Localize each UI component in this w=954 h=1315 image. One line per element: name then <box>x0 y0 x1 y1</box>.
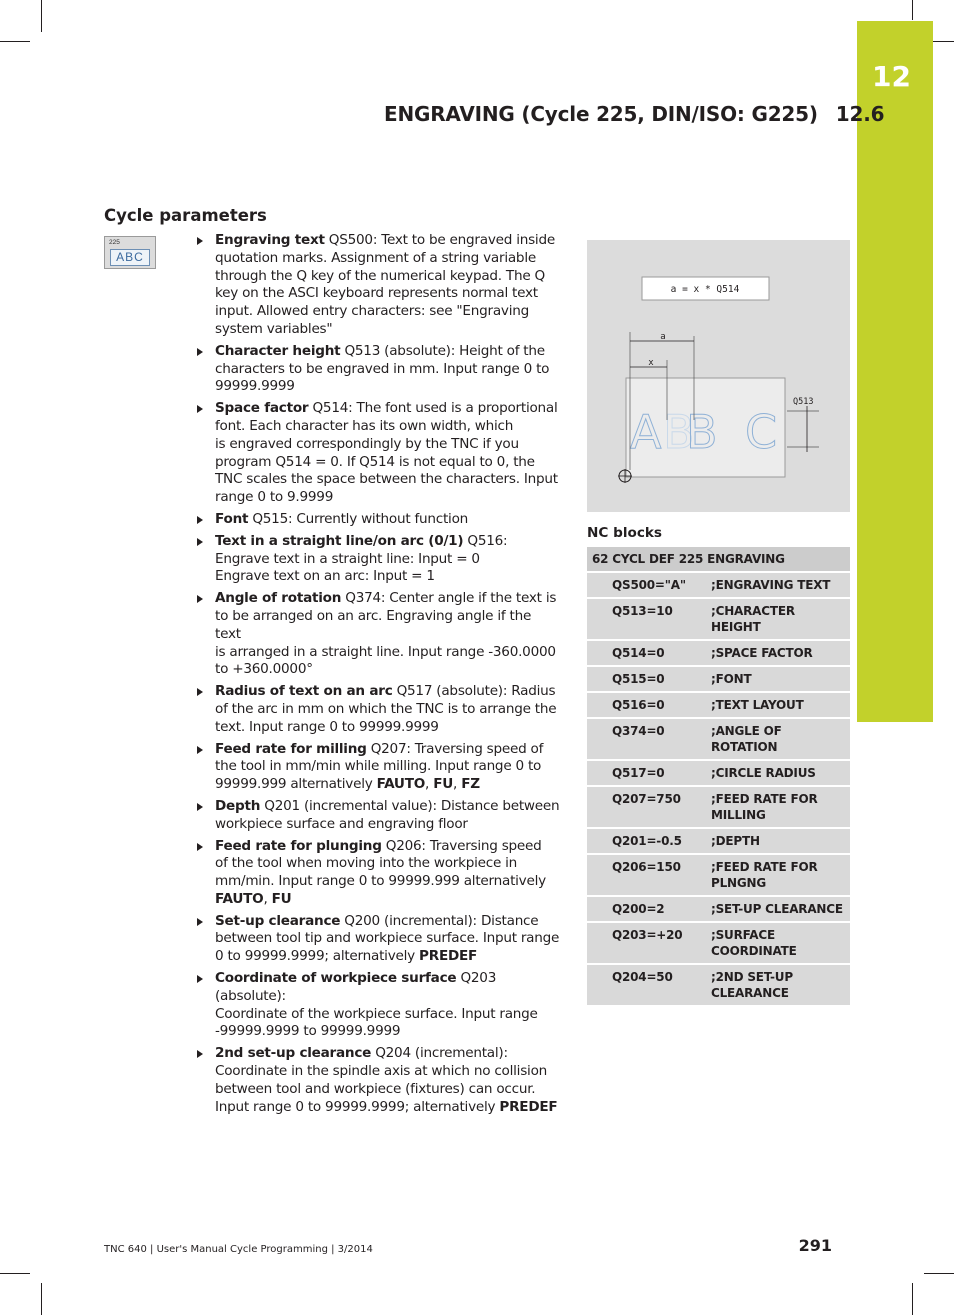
parameter-text: Q204 (incremental): <box>371 1045 508 1062</box>
parameter-line <box>215 608 560 644</box>
nc-header: 62 CYCL DEF 225 ENGRAVING <box>587 547 850 572</box>
parameter-line <box>215 683 560 701</box>
nc-code: Q207=750 <box>587 786 707 828</box>
parameter-name: Text in a straight line/on arc (0/1) <box>215 532 464 549</box>
nc-comment: ;CIRCLE RADIUS <box>707 760 850 786</box>
parameter-line <box>215 533 560 551</box>
parameter-text: Coordinate of the workpiece surface. Input range <box>215 1005 538 1022</box>
parameter-name: Set-up clearance <box>215 912 341 929</box>
nc-code: Q515=0 <box>587 666 707 692</box>
parameter-line <box>215 568 560 586</box>
page-number: 291 <box>798 1236 832 1255</box>
nc-code: Q203=+20 <box>587 922 707 964</box>
parameter-name: Character height <box>215 342 341 359</box>
nc-comment: ;FONT <box>707 666 850 692</box>
parameter-name: Feed rate for plunging <box>215 837 382 854</box>
nc-row <box>587 640 850 666</box>
bullet-arrow-icon <box>197 348 203 356</box>
parameter-text: through the Q key of the numerical keypad. The Q <box>215 267 545 284</box>
chapter-number: 12 <box>872 60 911 93</box>
parameter-text: program Q514 = 0. If Q514 is not equal to 0, the <box>215 453 535 470</box>
nc-comment: ;TEXT LAYOUT <box>707 692 850 718</box>
parameter-text: is engraved correspondingly by the TNC if you <box>215 435 519 452</box>
parameter-keyword: PREDEF <box>419 948 478 965</box>
softkey-number: 225 <box>109 239 120 246</box>
parameter-line <box>215 970 560 1006</box>
parameter-item <box>194 838 560 909</box>
nc-comment: ;FEED RATE FOR PLNGNG <box>707 854 850 896</box>
parameter-text: Q207: Traversing speed of <box>366 740 544 757</box>
parameter-line <box>215 913 560 931</box>
parameter-item <box>194 1045 560 1116</box>
nc-row <box>587 828 850 854</box>
nc-row <box>587 786 850 828</box>
parameter-text: the tool in mm/min while milling. Input range 0 to <box>215 758 542 775</box>
parameter-line <box>215 948 560 966</box>
parameter-line <box>215 661 560 679</box>
crop-mark <box>924 1273 954 1274</box>
nc-code: Q200=2 <box>587 896 707 922</box>
parameter-name: Engraving text <box>215 232 325 248</box>
parameter-text: Coordinate in the spindle axis at which no collision <box>215 1063 548 1080</box>
parameter-text: 99999.9999 <box>215 378 295 395</box>
nc-row <box>587 572 850 598</box>
parameter-text: Engrave text on an arc: Input = 1 <box>215 568 435 585</box>
parameter-line <box>215 838 560 856</box>
nc-code: Q204=50 <box>587 964 707 1006</box>
nc-row <box>587 760 850 786</box>
parameter-name: Font <box>215 510 249 527</box>
cycle-softkey-icon <box>104 236 156 269</box>
section-number: 12.6 <box>835 102 885 126</box>
parameter-line <box>215 321 560 339</box>
parameter-line <box>215 1099 560 1117</box>
engraved-letter-b: B <box>686 405 718 459</box>
parameter-line <box>215 1023 560 1041</box>
parameter-keyword: FAUTO <box>376 776 426 793</box>
parameter-text: of the arc in mm on which the TNC is to arrange the <box>215 700 557 717</box>
parameter-keyword: PREDEF <box>499 1098 558 1115</box>
engraving-diagram <box>587 240 850 512</box>
parameter-line <box>215 798 560 816</box>
parameter-line <box>215 1081 560 1099</box>
nc-row <box>587 718 850 760</box>
parameter-text: Q201 (incremental value): Distance between <box>260 797 560 814</box>
parameter-text: between tool and workpiece (fixtures) can occur. <box>215 1080 536 1097</box>
engraved-letter-a: A <box>630 405 662 459</box>
parameter-text: input. Allowed entry characters: see "Engraving <box>215 303 530 320</box>
nc-comment: ;CHARACTER HEIGHT <box>707 598 850 640</box>
parameter-text: QS500: Text to be engraved inside <box>324 232 555 248</box>
parameter-text: Input range 0 to 99999.9999; alternatively <box>215 1098 500 1115</box>
nc-row <box>587 964 850 1006</box>
bullet-arrow-icon <box>197 803 203 811</box>
parameter-line <box>215 1045 560 1063</box>
parameter-text: system variables" <box>215 320 333 337</box>
parameter-text: range 0 to 9.9999 <box>215 489 334 506</box>
bullet-arrow-icon <box>197 746 203 754</box>
parameter-line <box>215 268 560 286</box>
parameter-item <box>194 970 560 1041</box>
nc-code: Q514=0 <box>587 640 707 666</box>
nc-row <box>587 854 850 896</box>
parameter-line <box>215 378 560 396</box>
parameter-line <box>215 758 560 776</box>
nc-code: QS500="A" <box>587 572 707 598</box>
parameter-text: to +360.0000° <box>215 661 313 678</box>
parameter-item <box>194 741 560 794</box>
parameter-line <box>215 303 560 321</box>
nc-comment: ;ANGLE OF ROTATION <box>707 718 850 760</box>
parameter-line: FAUTO, FU <box>215 890 292 907</box>
parameter-keyword: FU <box>433 776 454 793</box>
parameter-text: characters to be engraved in mm. Input range 0 to <box>215 360 550 377</box>
parameter-text: of the tool when moving into the workpiece in <box>215 855 518 872</box>
softkey-label: ABC <box>110 249 150 266</box>
parameter-text: font. Each character has its own width, which <box>215 417 514 434</box>
parameter-text: TNC scales the space between the characters. Input <box>215 471 558 488</box>
parameter-name: Depth <box>215 797 261 814</box>
crop-mark <box>912 0 913 20</box>
parameter-line <box>215 701 560 719</box>
parameter-name: Space factor <box>215 400 309 417</box>
parameter-line <box>215 873 560 891</box>
nc-comment: ;ENGRAVING TEXT <box>707 572 850 598</box>
parameter-text: text. Input range 0 to 99999.9999 <box>215 718 439 735</box>
bullet-arrow-icon <box>197 538 203 546</box>
parameter-line <box>215 511 560 529</box>
bullet-arrow-icon <box>197 975 203 983</box>
parameter-name: Feed rate for milling <box>215 740 367 757</box>
parameter-line <box>215 741 560 759</box>
parameter-line <box>215 1006 560 1024</box>
bullet-arrow-icon <box>197 918 203 926</box>
parameter-text: Q516: <box>463 532 508 549</box>
parameter-line: 99999.999 alternatively FAUTO, FU, FZ <box>215 776 480 793</box>
bullet-arrow-icon <box>197 405 203 413</box>
nc-code: Q206=150 <box>587 854 707 896</box>
parameter-text: is arranged in a straight line. Input range -360.0000 <box>215 643 556 660</box>
parameter-line <box>215 719 560 737</box>
crop-mark <box>912 1283 913 1315</box>
parameter-line <box>215 285 560 303</box>
parameter-text: Engrave text in a straight line: Input = 0 <box>215 550 480 567</box>
nc-row <box>587 598 850 640</box>
parameter-text: Q514: The font used is a proportional <box>308 400 558 417</box>
running-title: ENGRAVING (Cycle 225, DIN/ISO: G225) <box>384 102 818 126</box>
parameter-line <box>215 471 560 489</box>
parameter-line <box>215 400 560 418</box>
parameter-text: Q206: Traversing speed <box>381 837 542 854</box>
parameter-text: Q203 (absolute): <box>215 970 497 1004</box>
parameter-text: mm/min. Input range 0 to 99999.999 alternatively <box>215 873 546 890</box>
parameter-text: key on the ASCI keyboard represents normal text <box>215 285 538 302</box>
nc-code: Q516=0 <box>587 692 707 718</box>
parameter-text: Q517 (absolute): Radius <box>392 683 556 700</box>
parameter-line <box>215 343 560 361</box>
crop-mark <box>0 1273 30 1274</box>
parameter-item <box>194 343 560 396</box>
parameter-keyword: FU <box>271 890 292 907</box>
parameter-line <box>215 436 560 454</box>
chapter-tab <box>857 21 933 722</box>
nc-row <box>587 922 850 964</box>
formula-label: a = x * Q514 <box>670 284 740 295</box>
nc-code: Q517=0 <box>587 760 707 786</box>
nc-comment: ;SET-UP CLEARANCE <box>707 896 850 922</box>
nc-row <box>587 666 850 692</box>
crop-mark <box>41 0 42 32</box>
parameter-line <box>215 454 560 472</box>
nc-code: Q513=10 <box>587 598 707 640</box>
section-title: Cycle parameters <box>104 206 267 225</box>
parameter-line <box>215 644 560 662</box>
parameter-line <box>215 930 560 948</box>
nc-comment: ;FEED RATE FOR MILLING <box>707 786 850 828</box>
parameter-name: 2nd set-up clearance <box>215 1045 372 1062</box>
parameter-text: Q515: Currently without function <box>248 510 469 527</box>
parameter-line <box>215 232 560 250</box>
nc-header-row <box>587 547 850 572</box>
parameter-text: between tool tip and workpiece surface. Input range <box>215 930 560 947</box>
parameter-item <box>194 798 560 834</box>
crop-mark <box>0 41 30 42</box>
parameter-keyword: FAUTO <box>215 890 264 907</box>
bullet-arrow-icon <box>197 516 203 524</box>
parameter-text: quotation marks. Assignment of a string variable <box>215 249 536 266</box>
nc-code: Q201=-0.5 <box>587 828 707 854</box>
parameter-line <box>215 816 560 834</box>
nc-blocks-title: NC blocks <box>587 525 663 541</box>
parameter-text: 99999.999 alternatively <box>215 776 377 793</box>
label-a: a <box>660 332 666 342</box>
parameter-item <box>194 590 560 679</box>
parameter-line <box>215 855 560 873</box>
parameter-text: Q513 (absolute): Height of the <box>340 342 545 359</box>
parameter-name: Radius of text on an arc <box>215 683 393 700</box>
bullet-arrow-icon <box>197 237 203 245</box>
parameter-line <box>215 590 560 608</box>
parameter-text: 0 to 99999.9999; alternatively <box>215 948 420 965</box>
parameter-item <box>194 232 560 339</box>
parameter-text: to be arranged on an arc. Engraving angle if the text <box>215 607 532 642</box>
running-head <box>384 102 885 126</box>
engraved-letter-b-ghost: B <box>663 405 695 459</box>
engraving-figure <box>587 240 850 512</box>
engraved-letter-c: C <box>745 405 778 459</box>
footer-text: TNC 640 | User's Manual Cycle Programming | 3/2014 <box>104 1244 373 1255</box>
nc-blocks-table <box>587 547 850 1007</box>
parameter-item <box>194 913 560 966</box>
crop-mark <box>41 1283 42 1315</box>
parameter-line <box>215 361 560 379</box>
parameter-name: Angle of rotation <box>215 590 342 607</box>
parameter-item <box>194 511 560 529</box>
bullet-arrow-icon <box>197 595 203 603</box>
parameter-item <box>194 400 560 507</box>
parameter-item <box>194 533 560 586</box>
bullet-arrow-icon <box>197 1050 203 1058</box>
parameter-line <box>215 1063 560 1081</box>
parameter-text: -99999.9999 to 99999.9999 <box>215 1023 401 1040</box>
nc-comment: ;2ND SET-UP CLEARANCE <box>707 964 850 1006</box>
label-x: x <box>648 358 654 368</box>
parameter-name: Coordinate of workpiece surface <box>215 970 457 987</box>
parameter-text: workpiece surface and engraving floor <box>215 815 468 832</box>
nc-comment: ;SPACE FACTOR <box>707 640 850 666</box>
parameter-line <box>215 418 560 436</box>
parameter-line <box>215 551 560 569</box>
parameter-keyword: FZ <box>461 776 480 793</box>
nc-comment: ;DEPTH <box>707 828 850 854</box>
parameter-line <box>215 250 560 268</box>
parameter-item <box>194 683 560 736</box>
nc-row <box>587 896 850 922</box>
nc-code: Q374=0 <box>587 718 707 760</box>
label-q513: Q513 <box>793 397 814 407</box>
bullet-arrow-icon <box>197 688 203 696</box>
parameter-list <box>194 232 560 1120</box>
nc-comment: ;SURFACE COORDINATE <box>707 922 850 964</box>
parameter-text: Q200 (incremental): Distance <box>340 912 539 929</box>
nc-row <box>587 692 850 718</box>
bullet-arrow-icon <box>197 843 203 851</box>
parameter-text: Q374: Center angle if the text is <box>341 590 557 607</box>
parameter-line <box>215 489 560 507</box>
